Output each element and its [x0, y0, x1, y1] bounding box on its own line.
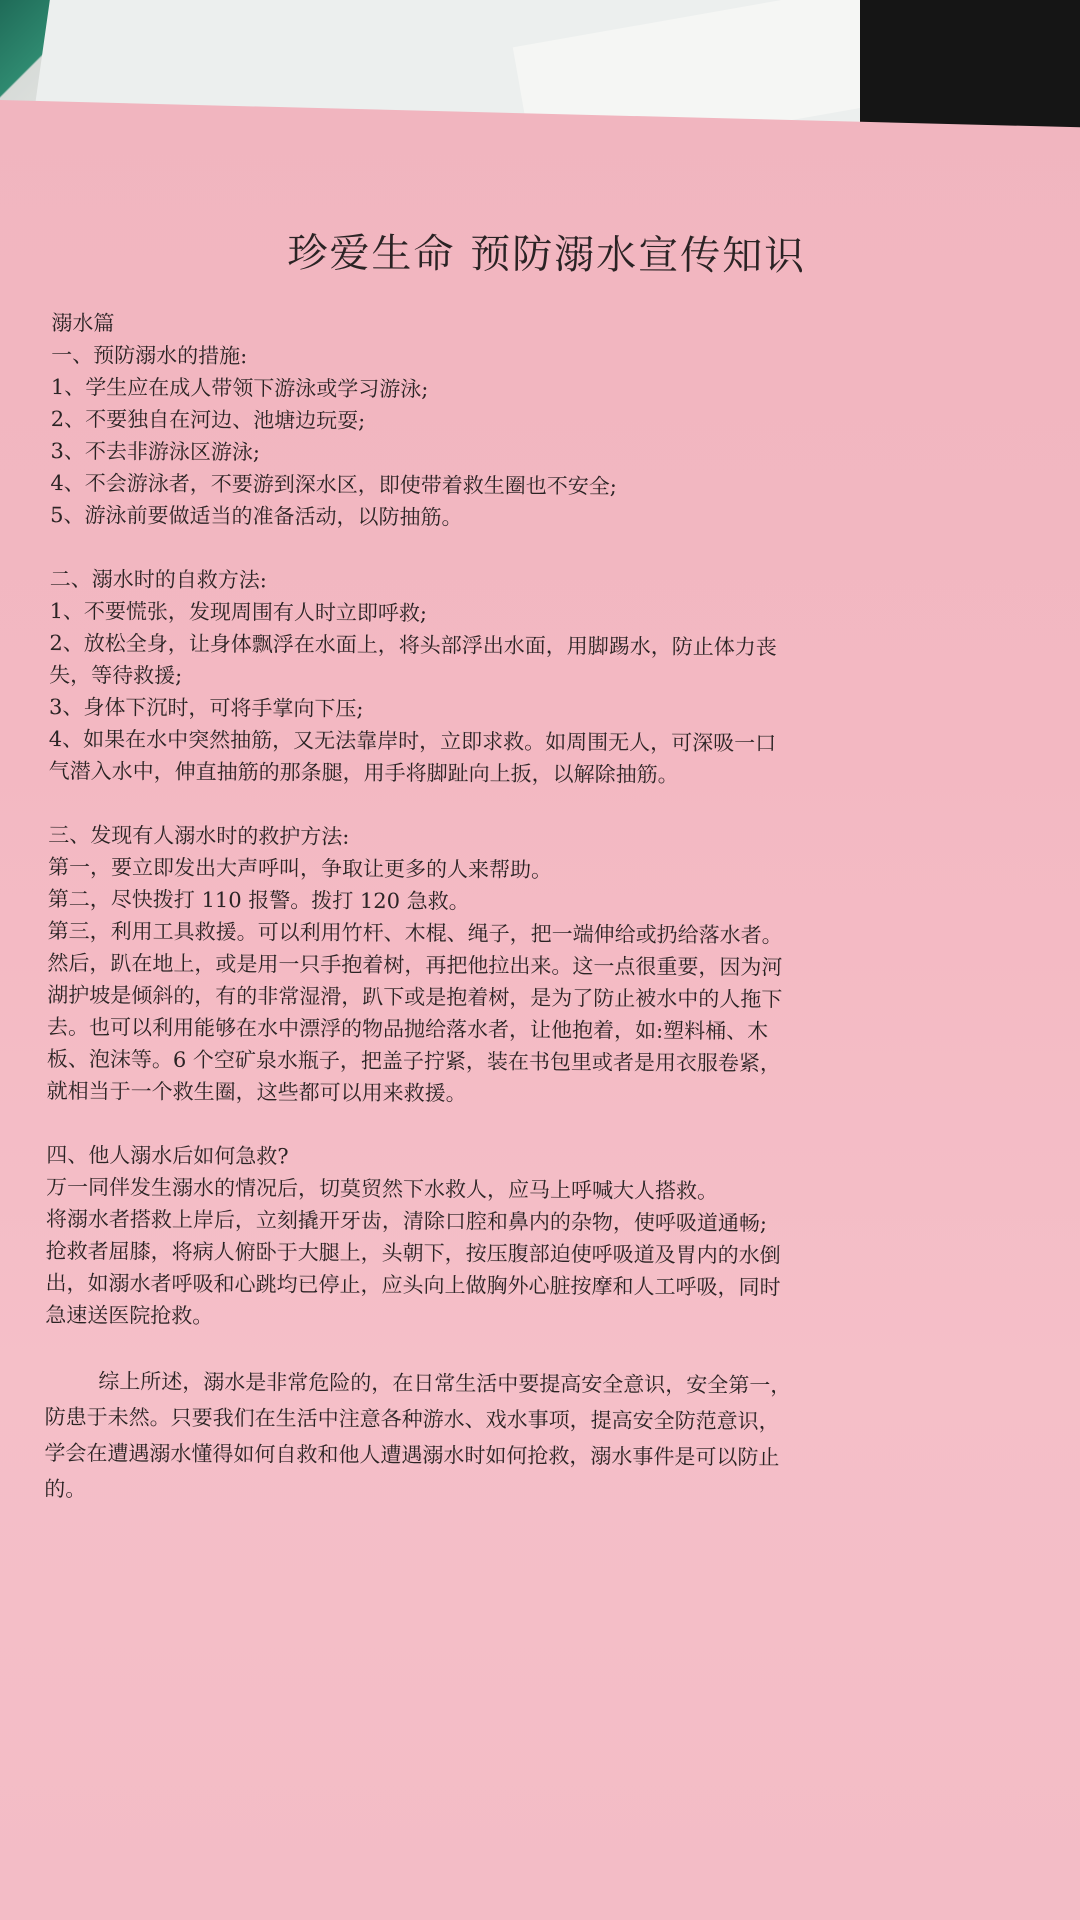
text-line: 综上所述，溺水是非常危险的，在日常生活中要提高安全意识，安全第一，	[44, 1368, 792, 1398]
document-title: 珍爱生命 预防溺水宣传知识	[287, 230, 807, 280]
section-rescue-others	[47, 819, 1009, 1113]
text-line: 气潜入水中，伸直抽筋的那条腿，用手将脚趾向上扳，以解除抽筋。	[48, 758, 679, 787]
text-line: 2、放松全身，让身体飘浮在水面上，将头部浮出水面，用脚踢水，防止体力丧	[49, 630, 777, 660]
section-prevention	[50, 339, 1011, 537]
list-item: 1、学生应在成人带领下游泳或学习游泳;	[50, 374, 429, 402]
text-line: 然后，趴在地上，或是用一只手抱着树，再把他拉出来。这一点很重要，因为河	[47, 950, 783, 980]
text-line: 出，如溺水者呼吸和心跳均已停止，应头向上做胸外心脏按摩和人工呼吸，同时	[45, 1270, 781, 1300]
text-line: 3、身体下沉时，可将手掌向下压;	[48, 694, 364, 721]
section-first-aid	[45, 1139, 1006, 1337]
section-heading: 二、溺水时的自救方法:	[49, 566, 267, 593]
section-heading: 四、他人溺水后如何急救?	[46, 1142, 289, 1169]
text-line: 第三，利用工具救援。可以利用竹杆、木棍、绳子，把一端伸给或扔给落水者。	[47, 918, 783, 948]
text-line: 将溺水者搭救上岸后，立刻撬开牙齿，清除口腔和鼻内的杂物，使呼吸道通畅;	[45, 1206, 768, 1236]
section-summary	[44, 1363, 1005, 1513]
section-heading: 一、预防溺水的措施:	[51, 342, 248, 369]
background-dark-area	[860, 0, 1080, 140]
list-item: 2、不要独自在河边、池塘边玩耍;	[50, 406, 366, 433]
list-item: 3、不去非游泳区游泳;	[50, 438, 261, 465]
list-item: 4、不会游泳者，不要游到深水区，即使带着救生圈也不安全;	[50, 470, 617, 499]
text-line: 抢救者屈膝，将病人俯卧于大腿上，头朝下，按压腹部迫使呼吸道及胃内的水倒	[45, 1238, 781, 1268]
text-line: 防患于未然。只要我们在生活中注意各种游水、戏水事项，提高安全防范意识，	[44, 1404, 780, 1434]
text-line: 万一同伴发生溺水的情况后，切莫贸然下水救人，应马上呼喊大人搭救。	[46, 1174, 719, 1204]
text-line: 急速送医院抢救。	[45, 1302, 214, 1329]
text-line: 就相当于一个救生圈，这些都可以用来救援。	[46, 1078, 467, 1106]
section-self-rescue	[49, 563, 1010, 793]
text-line: 4、如果在水中突然抽筋，又无法靠岸时，立即求救。如周围无人，可深吸一口	[48, 726, 777, 756]
text-line: 学会在遭遇溺水懂得如何自救和他人遭遇溺水时如何抢救，溺水事件是可以防止	[44, 1440, 780, 1470]
text-line: 第一，要立即发出大声呼叫，争取让更多的人来帮助。	[47, 854, 553, 883]
list-item: 5、游泳前要做适当的准备活动，以防抽筋。	[50, 502, 463, 530]
text-line: 失，等待救援;	[49, 662, 183, 688]
document-content	[44, 220, 1012, 1513]
text-line: 湖护坡是倾斜的，有的非常湿滑，趴下或是抱着树，是为了防止被水中的人拖下	[47, 982, 783, 1012]
text-line: 1、不要慌张，发现周围有人时立即呼救;	[49, 598, 428, 626]
section-heading: 三、发现有人溺水时的救护方法:	[48, 822, 350, 849]
text-line: 板、泡沫等。6 个空矿泉水瓶子，把盖子拧紧，装在书包里或者是用衣服卷紧，	[46, 1046, 781, 1076]
text-line: 去。也可以利用能够在水中漂浮的物品抛给落水者，让他抱着，如:塑料桶、木	[46, 1014, 769, 1044]
document-subtitle: 溺水篇	[51, 310, 115, 336]
text-line: 第二，尽快拨打 110 报警。拨打 120 急救。	[47, 886, 470, 914]
text-line: 的。	[44, 1476, 87, 1502]
